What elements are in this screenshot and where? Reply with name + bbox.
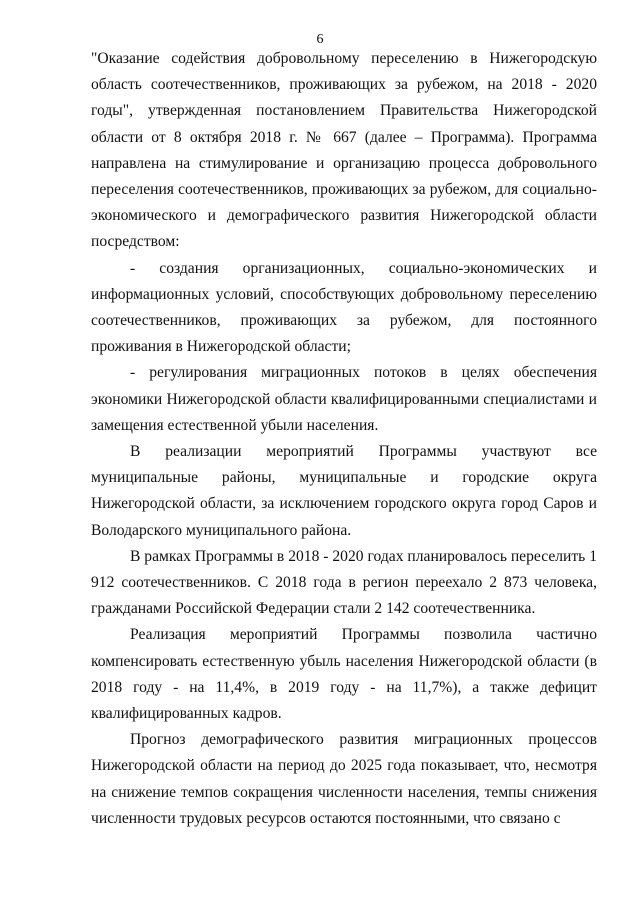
bullet-item-conditions: - создания организационных, социально-экономических и информационных условий, способствующих добровольному переселению соотечественников, проживающих за рубежом, для постоянного проживания в Нижегородской области;	[91, 259, 597, 356]
results-paragraph: В рамках Программы в 2018 - 2020 годах планировалось переселить 1 912 соотечественников. С 2018 года в регион переехало 2 873 человека, гражданами Российской Федерации стали 2 142 соотечественника.	[91, 547, 597, 618]
program-paragraph: "Оказание содействия добровольному переселению в Нижегородскую область соотечественников, проживающих за рубежом, на 2018 - 2020 годы", утвержденная постановлением Правительства Нижегородской области от 8 октября 2018 г. № 667 (далее – Программа). Программа направлена на стимулирование и организацию процесса добровольного переселения соотечественников, проживающих за рубежом, для социально-экономического и демографического развития Нижегородской области посредством:	[91, 50, 597, 251]
participants-paragraph: В реализации мероприятий Программы участвуют все муниципальные районы, муниципальные и городские округа Нижегородской области, за исключением городского округа город Саров и Володарского муниципального района.	[91, 443, 597, 539]
document-body	[91, 46, 597, 832]
compensation-paragraph: Реализация мероприятий Программы позволила частично компенсировать естественную убыль населения Нижегородской области (в 2018 году - на 11,4%, в 2019 году - на 11,7%), а также дефицит квалифицированных кадров.	[91, 626, 597, 723]
forecast-paragraph: Прогноз демографического развития миграционных процессов Нижегородской области на период до 2025 года показывает, что, несмотря на снижение темпов сокращения численности населения, темпы снижения численности трудовых ресурсов остаются постоянными, что связано с	[91, 731, 597, 827]
bullet-item-migration: - регулирования миграционных потоков в целях обеспечения экономики Нижегородской области квалифицированными специалистами и замещения естественной убыли населения.	[91, 364, 597, 434]
page-number: 6	[316, 32, 324, 47]
